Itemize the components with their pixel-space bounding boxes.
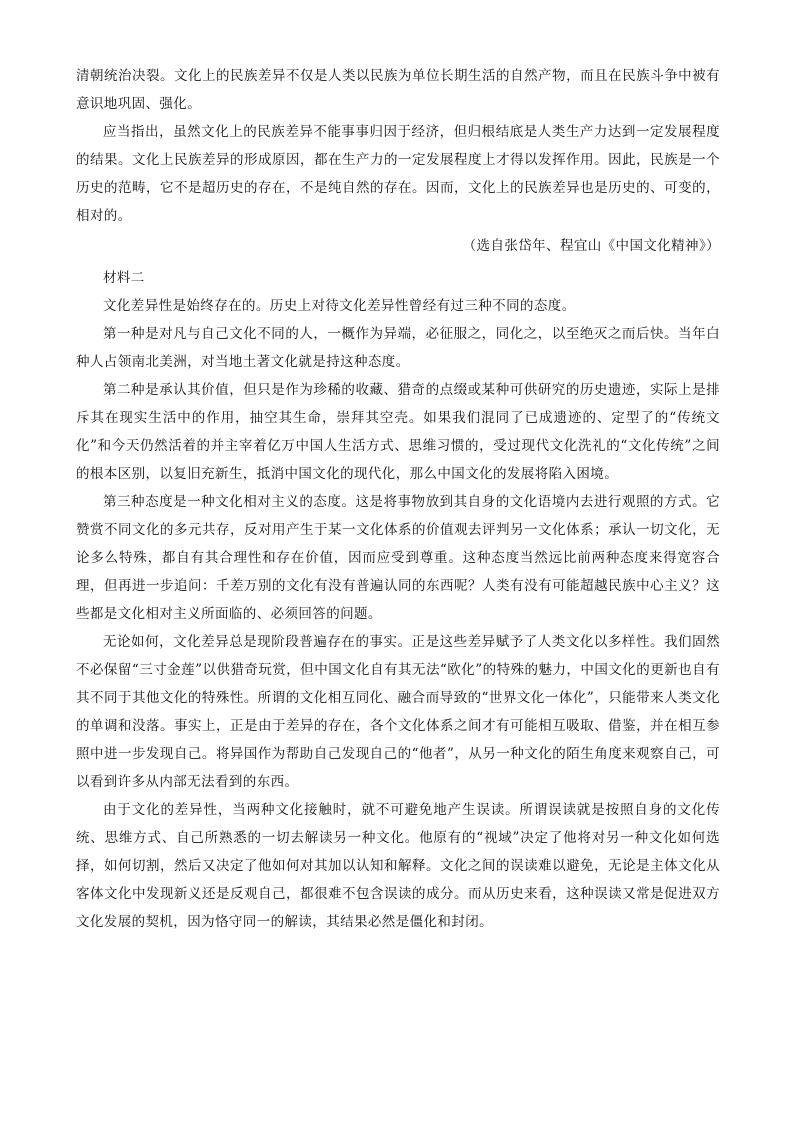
- paragraph-misreading: 由于文化的差异性，当两种文化接触时，就不可避免地产生误读。所谓误读就是按照自身的文化传统、思维方式、自己所熟悉的一切去解读另一种文化。他原有的“视域”决定了他将对另一种文化如何选择，如何切割，然后又决定了他如何对其加以认知和解释。文化之间的误读难以避免，无论是主体文化从客体文化中发现新义还是反观自己，都很难不包含误读的成分。而从历史来看，这种误读又常是促进双方文化发展的契机，因为恪守同一的解读，其结果必然是僵化和封闭。: [76, 802, 720, 930]
- paragraph-first-attitude: 第一种是对凡与自己文化不同的人，一概作为异端，必征服之，同化之，以至绝灭之而后快。当年白种人占领南北美洲，对当地土著文化就是持这种态度。: [76, 326, 720, 370]
- source-citation: （选自张岱年、程宜山《中国文化精神》）: [462, 238, 720, 254]
- paragraph-continuation: 清朝统治决裂。文化上的民族差异不仅是人类以民族为单位长期生活的自然产物，而且在民族斗争中被有意识地巩固、强化。: [76, 68, 720, 112]
- document-page: [76, 62, 720, 936]
- paragraph-second-attitude: 第二种是承认其价值，但只是作为珍稀的收藏、猎奇的点缀或某种可供研究的历史遗迹，实际上是排斥其在现实生活中的作用，抽空其生命，崇拜其空壳。如果我们混同了已成遗迹的、定型了的“传统文化”和今天仍然活着的并主宰着亿万中国人生活方式、思维习惯的，受过现代文化洗礼的“文化传统”之间的根本区别，以复旧充新生，抵消中国文化的现代化，那么中国文化的发展将陷入困境。: [76, 382, 720, 482]
- paragraph-third-attitude: 第三种态度是一种文化相对主义的态度。这是将事物放到其自身的文化语境内去进行观照的方式。它赞赏不同文化的多元共存，反对用产生于某一文化体系的价值观去评判另一文化体系；承认一切文化，无论多么特殊，都自有其合理性和存在价值，因而应受到尊重。这种态度当然远比前两种态度来得宽容合理，但再进一步追问：千差万别的文化有没有普遍认同的东西呢？人类有没有可能超越民族中心主义？这些都是文化相对主义所面临的、必须回答的问题。: [76, 494, 720, 622]
- paragraph-intro: 文化差异性是始终存在的。历史上对待文化差异性曾经有过三种不同的态度。: [103, 298, 576, 314]
- paragraph-diversity: 无论如何，文化差异总是现阶段普遍存在的事实。正是这些差异赋予了人类文化以多样性。我们固然不必保留“三寸金莲”以供猎奇玩赏，但中国文化自有其无法“欧化”的特殊的魅力，中国文化的更新也自有其不同于其他文化的特殊性。所谓的文化相互同化、融合而导致的“世界文化一体化”，只能带来人类文化的单调和没落。事实上，正是由于差异的存在，各个文化体系之间才有可能相互吸取、借鉴，并在相互参照中进一步发现自己。将异国作为帮助自己发现自己的“他者”，从另一种文化的陌生角度来观察自己，可以看到许多从内部无法看到的东西。: [76, 634, 720, 790]
- section-heading-material-two: 材料二: [103, 270, 145, 286]
- paragraph-historical-category: 应当指出，虽然文化上的民族差异不能事事归因于经济，但归根结底是人类生产力达到一定发展程度的结果。文化上民族差异的形成原因，都在生产力的一定发展程度上才得以发挥作用。因此，民族是一个历史的范畴，它不是超历史的存在，不是纯自然的存在。因而，文化上的民族差异也是历史的、可变的，相对的。: [76, 124, 720, 224]
